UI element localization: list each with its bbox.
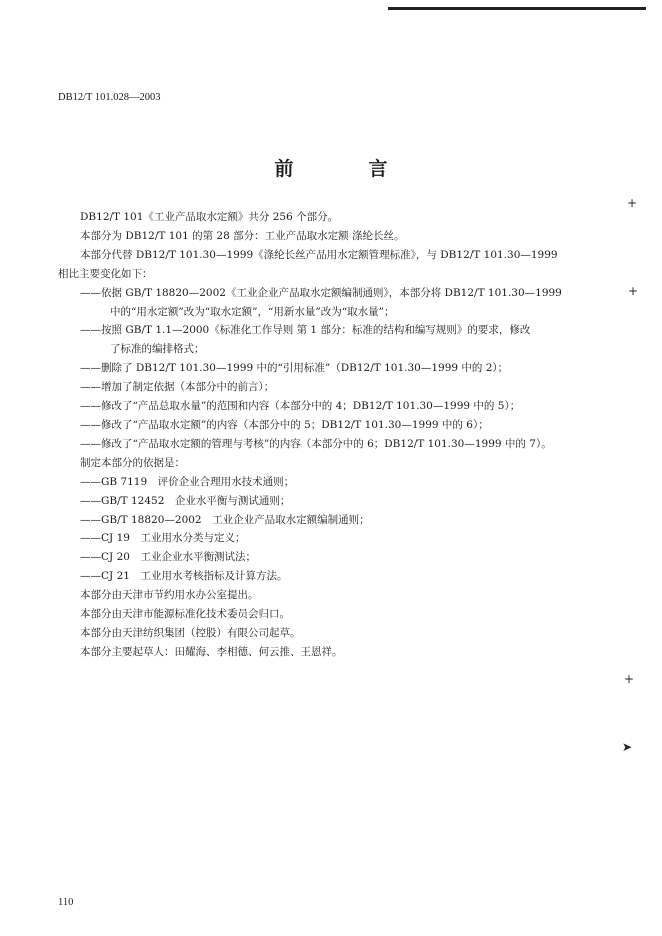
paragraph: ——依据 GB/T 18820—2002《工业企业产品取水定额编制通则》，本部分将 DB12/T 101.30—1999 (80, 286, 562, 299)
paragraph: DB12/T 101《工业产品取水定额》共分 256 个部分。 (80, 211, 339, 223)
document-code: DB12/T 101.028—2003 (58, 92, 161, 103)
header-rule (388, 7, 646, 10)
paragraph: ——修改了“产品总取水量”的范围和内容（本部分中的 4；DB12/T 101.30—1999 中的 5）； (80, 400, 521, 413)
paragraph: 本部分由天津市能源标准化技术委员会归口。 (80, 608, 290, 621)
scan-mark: + (628, 284, 639, 298)
paragraph: ——修改了“产品取水定额的管理与考核”的内容（本部分中的 6；DB12/T 101.30—1999 中的 7）。 (80, 437, 552, 450)
paragraph: ——删除了 DB12/T 101.30—1999 中的“引用标准”（DB12/T 101.30—1999 中的 2）； (80, 362, 509, 375)
scan-mark: + (624, 672, 635, 686)
paragraph: 相比主要变化如下： (58, 267, 153, 280)
paragraph: ——CJ 19 工业用水分类与定义； (80, 532, 246, 545)
scan-mark: ➤ (622, 740, 633, 754)
paragraph: ——GB/T 18820—2002 工业企业产品取水定额编制通则； (80, 513, 370, 526)
paragraph: 制定本部分的依据是： (80, 456, 185, 469)
paragraph: 本部分主要起草人：田耀海、李相德、何云推、王恩祥。 (80, 645, 343, 658)
paragraph: 本部分由天津市节约用水办公室提出。 (80, 589, 259, 602)
foreword-body (58, 208, 618, 662)
paragraph: ——GB/T 12452 企业水平衡与测试通则； (80, 494, 291, 507)
paragraph: 本部分代替 DB12/T 101.30—1999《涤纶长丝产品用水定额管理标准》，与 DB12/T 101.30—1999 (80, 248, 558, 261)
paragraph: ——按照 GB/T 1.1—2000《标准化工作导则 第 1 部分：标准的结构和编写规则》的要求，修改 (80, 324, 531, 337)
scan-mark: + (627, 196, 638, 210)
paragraph: ——增加了制定依据（本部分中的前言）； (80, 381, 275, 394)
paragraph: ——GB 7119 评价企业合理用水技术通则； (80, 475, 295, 488)
paragraph: 本部分由天津纺织集团（控股）有限公司起草。 (80, 626, 301, 639)
paragraph: 了标准的编排格式； (110, 343, 205, 356)
paragraph: ——修改了“产品取水定额”的内容（本部分中的 5；DB12/T 101.30—1999 中的 6）； (80, 418, 489, 431)
paragraph: 中的“用水定额”改为“取水定额”，“用新水量”改为“取水量”； (110, 305, 395, 318)
paragraph: 本部分为 DB12/T 101 的第 28 部分：工业产品取水定额 涤纶长丝。 (80, 229, 405, 242)
page-number: 110 (58, 897, 74, 908)
paragraph: ——CJ 20 工业企业水平衡测试法； (80, 551, 256, 564)
page-title: 前 言 (274, 158, 416, 180)
paragraph: ——CJ 21 工业用水考核指标及计算方法。 (80, 570, 288, 583)
